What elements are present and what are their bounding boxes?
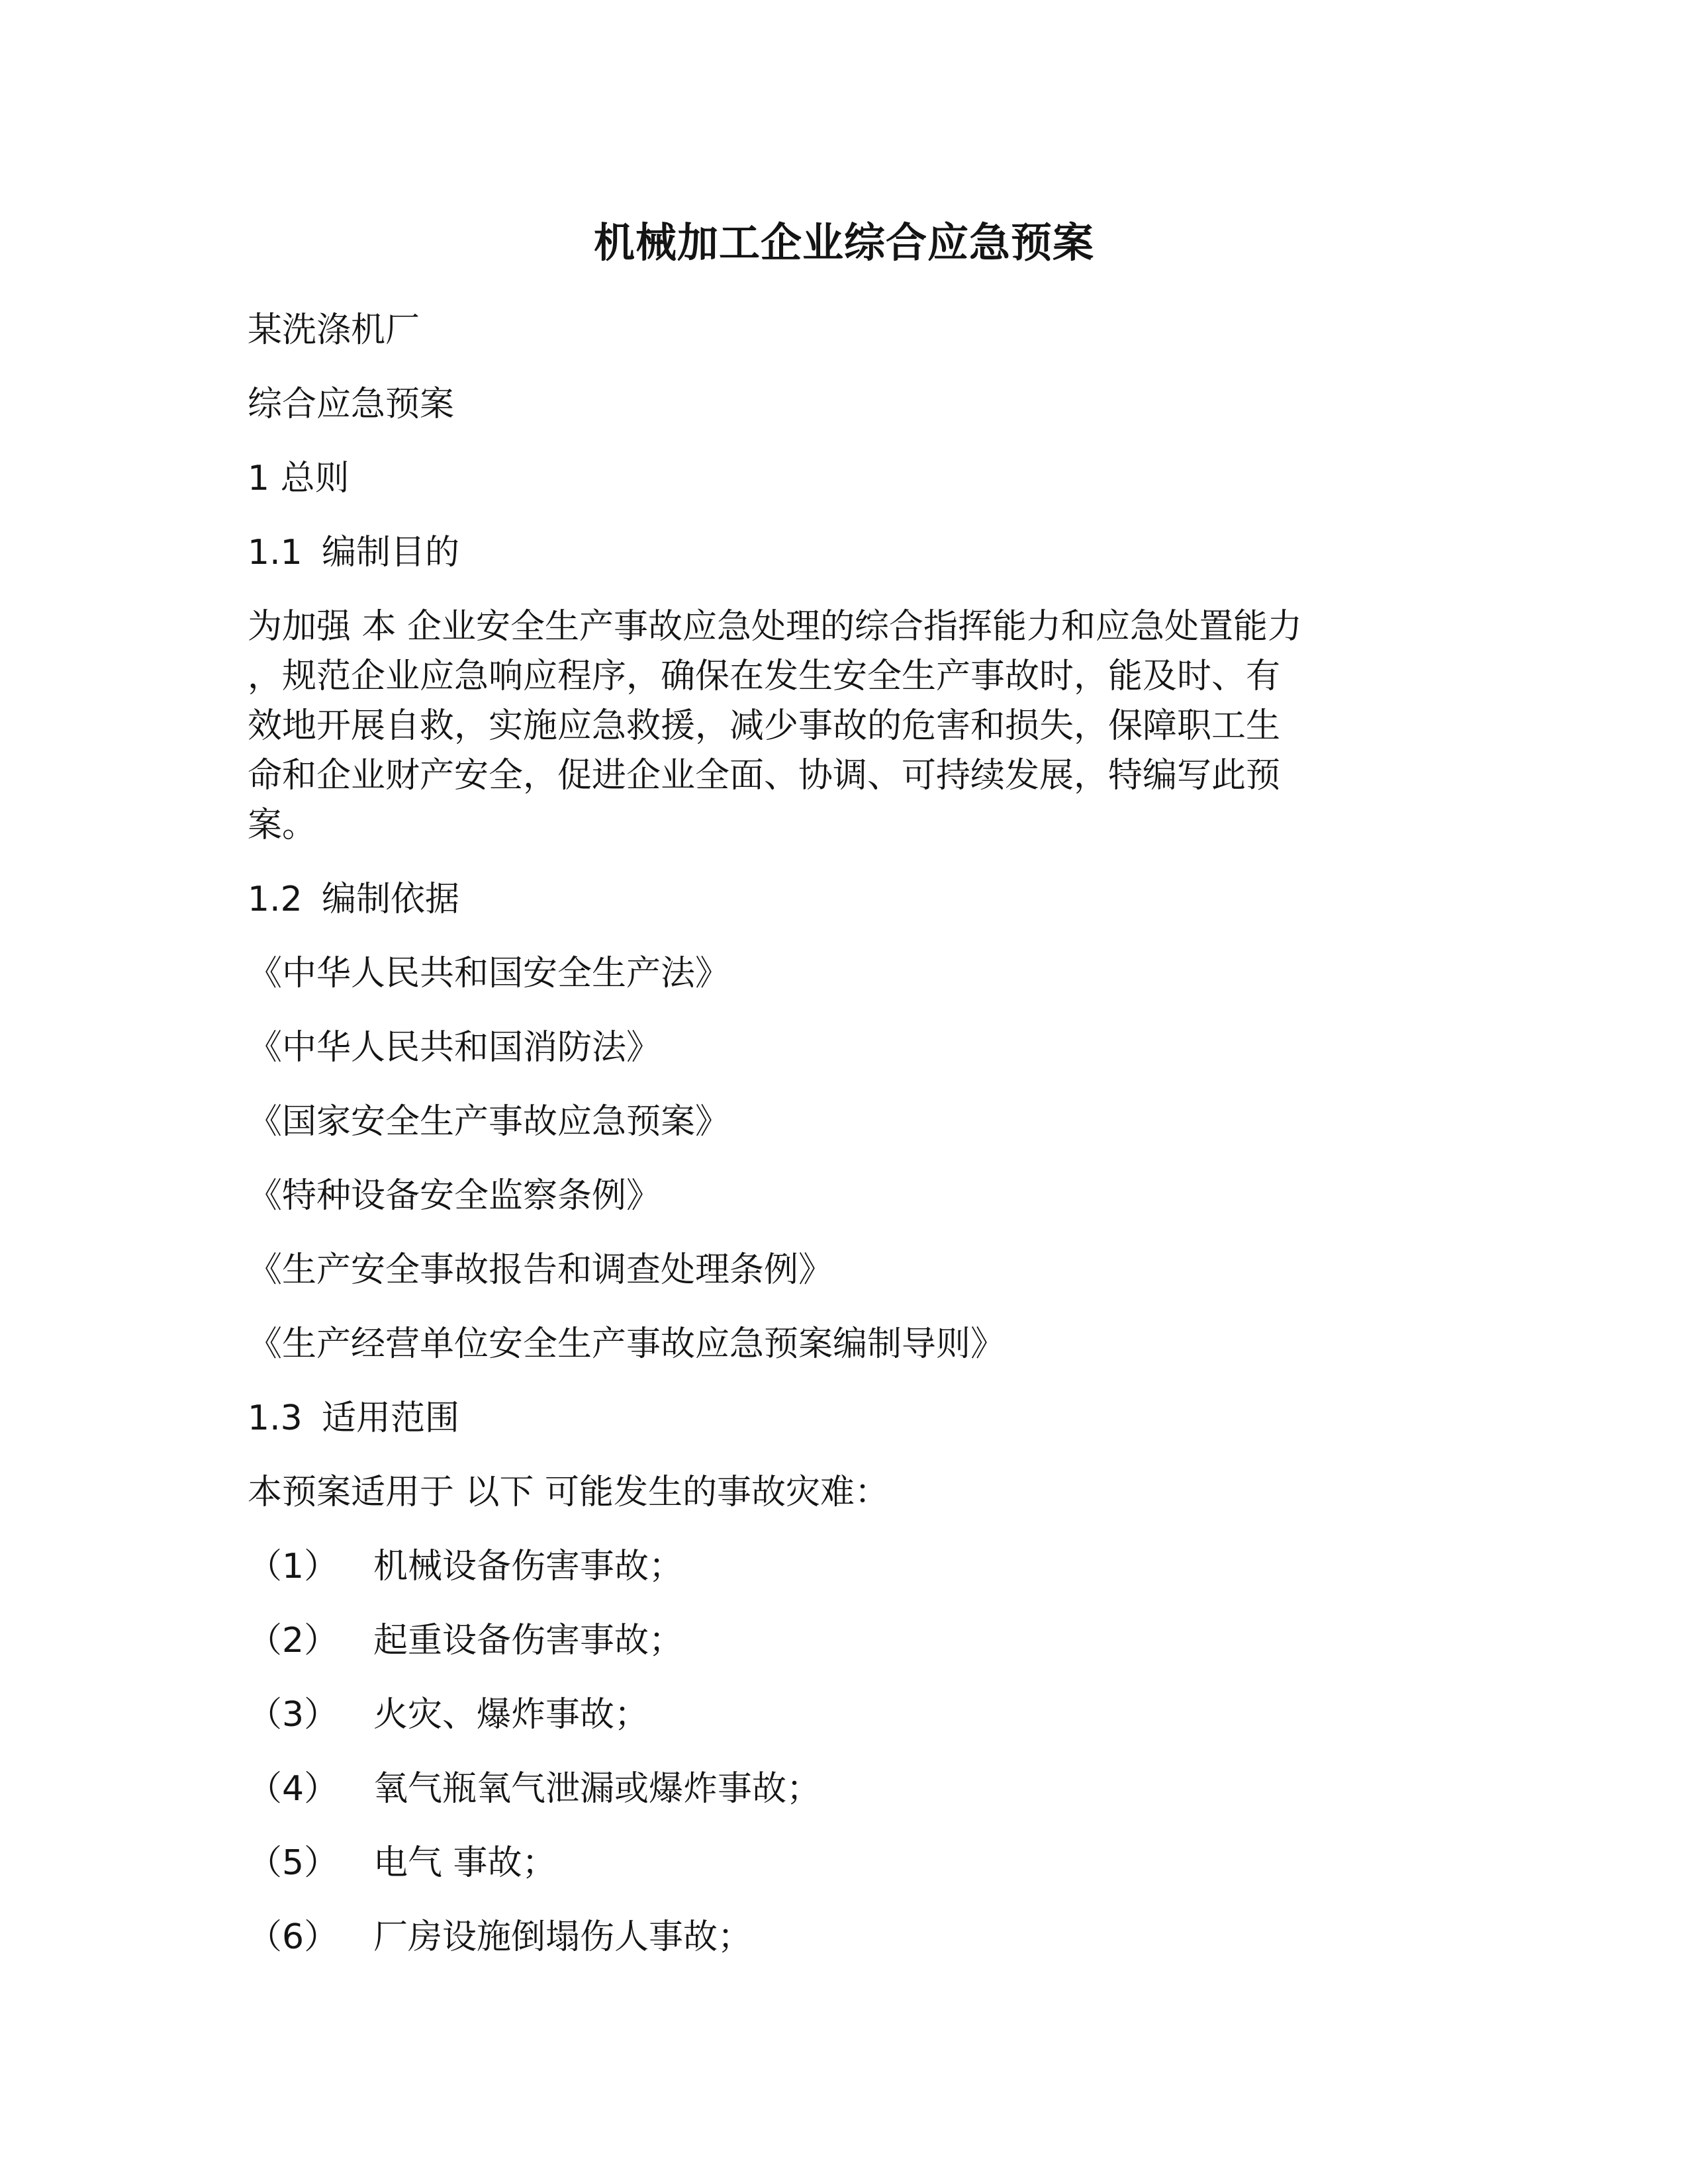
section-number: 1.3 bbox=[248, 1398, 303, 1438]
section-number: 1.1 bbox=[248, 533, 303, 572]
scope-item bbox=[248, 1542, 1432, 1592]
basis-item: 《特种设备安全监察条例》 bbox=[248, 1176, 661, 1216]
scope-item bbox=[248, 1764, 1432, 1814]
scope-item bbox=[248, 1616, 1432, 1666]
scope-item bbox=[248, 1690, 1432, 1740]
basis-item: 《中华人民共和国安全生产法》 bbox=[248, 954, 730, 993]
document-type: 综合应急预案 bbox=[248, 385, 455, 424]
section-number: 1.2 bbox=[248, 880, 303, 919]
scope-item bbox=[248, 1913, 1432, 1962]
section-label: 适用范围 bbox=[322, 1398, 460, 1438]
scope-item-number: （4） bbox=[248, 1769, 339, 1809]
scope-item-number: （2） bbox=[248, 1621, 339, 1661]
section-label: 编制依据 bbox=[322, 880, 460, 919]
scope-intro: 本预案适用于 以下 可能发生的事故灾难： bbox=[248, 1473, 890, 1512]
scope-item-text: 厂房设施倒塌伤人事故； bbox=[373, 1917, 753, 1957]
basis-item: 《国家安全生产事故应急预案》 bbox=[248, 1102, 730, 1142]
document-title: 机械加工企业综合应急预案 bbox=[593, 218, 1094, 267]
company-name: 某洗涤机厂 bbox=[248, 310, 420, 350]
scope-item-text: 火灾、爆炸事故； bbox=[373, 1695, 649, 1735]
paragraph-line: ，规范企业应急响应程序，确保在发生安全生产事故时，能及时、有 bbox=[248, 657, 1281, 696]
chapter-heading: 1 总则 bbox=[248, 459, 350, 498]
scope-item-text: 起重设备伤害事故； bbox=[373, 1621, 684, 1661]
scope-item-text: 氧气瓶氧气泄漏或爆炸事故； bbox=[373, 1769, 821, 1809]
basis-item: 《生产经营单位安全生产事故应急预案编制导则》 bbox=[248, 1324, 1006, 1364]
scope-item-number: （5） bbox=[248, 1843, 339, 1883]
document-body bbox=[248, 306, 1432, 1987]
purpose-paragraph bbox=[248, 602, 1426, 850]
scope-item-number: （3） bbox=[248, 1695, 339, 1735]
scope-item-text: 电气 事故； bbox=[373, 1843, 557, 1883]
scope-item-number: （1） bbox=[248, 1547, 339, 1586]
scope-item-text: 机械设备伤害事故； bbox=[373, 1547, 684, 1586]
basis-item: 《生产安全事故报告和调查处理条例》 bbox=[248, 1250, 833, 1290]
paragraph-line: 为加强 本 企业安全生产事故应急处理的综合指挥能力和应急处置能力 bbox=[248, 607, 1303, 647]
section-heading-1-2 bbox=[248, 875, 1432, 925]
paragraph-line: 效地开展自救，实施应急救援，减少事故的危害和损失，保障职工生 bbox=[248, 706, 1281, 746]
basis-item: 《中华人民共和国消防法》 bbox=[248, 1028, 661, 1068]
section-heading-1-1 bbox=[248, 528, 1432, 578]
section-heading-1-3 bbox=[248, 1394, 1432, 1443]
paragraph-line: 案。 bbox=[248, 805, 317, 845]
scope-item-number: （6） bbox=[248, 1917, 339, 1957]
section-label: 编制目的 bbox=[322, 533, 460, 572]
scope-item bbox=[248, 1839, 1432, 1888]
paragraph-line: 命和企业财产安全，促进企业全面、协调、可持续发展，特编写此预 bbox=[248, 756, 1281, 796]
